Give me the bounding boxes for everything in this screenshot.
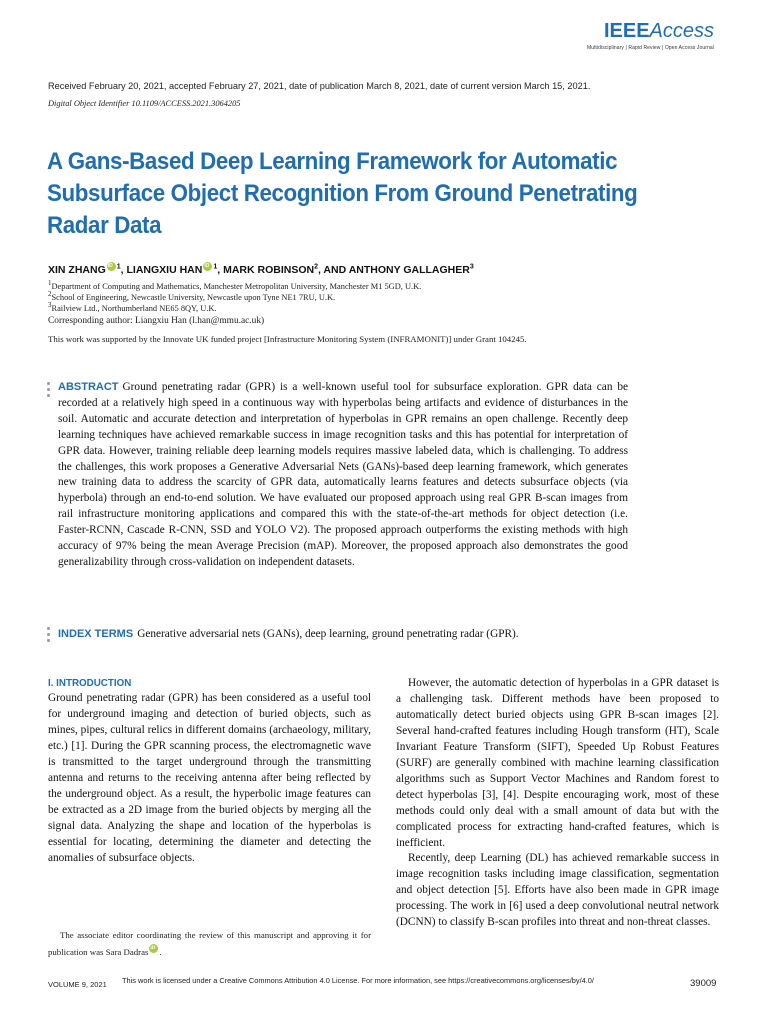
affiliation [48, 301, 217, 313]
paper-title: A Gans-Based Deep Learning Framework for Automatic Subsurface Object Recognition From Ground Penetrating Radar Data [47, 148, 638, 239]
logo-tagline: Multidisciplinary | Rapid Review | Open Access Journal [587, 45, 714, 51]
footer-page-number: 39009 [690, 978, 717, 989]
abstract [58, 380, 628, 571]
affil-text: Department of Computing and Mathematics, Manchester Metropolitan University, Manchester M1 5GD, U.K. [51, 281, 422, 291]
affil-text: Railview Ltd., Northumberland NE65 8QY, U.K. [51, 303, 217, 313]
section-marker [47, 627, 51, 645]
editor-note-text: The associate editor coordinating the review of this manuscript and approving it for publication was Sara Dadras [48, 930, 371, 957]
journal-logo [587, 20, 714, 51]
affil-sup: 1 [48, 279, 52, 287]
author-affil-sup: 1 [116, 263, 121, 271]
doi: Digital Object Identifier 10.1109/ACCESS.2021.3064205 [48, 99, 241, 108]
index-terms-text: Generative adversarial nets (GANs), deep learning, ground penetrating radar (GPR). [137, 628, 519, 640]
funding-note: This work was supported by the Innovate UK funded project [Infrastructure Monitoring System (INFRAMONIT)] under Grant 104245. [48, 334, 527, 344]
paragraph: Ground penetrating radar (GPR) has been considered as a useful tool for underground imaging and detection of buried objects, such as mines, pipes, cultural relics in different domains (archaeology, military, etc.) [1]. During the GPR scanning process, the electromagnetic wave is transmitted to the target underground through the transmitting antenna and returns to the receiving antenna after being reflected by the underground object. As a result, the hyperbolic image features can be extracted as a 2D image from the buried objects by merging all the signal data. Analyzing the shape and location of the hyperbolas is essential for locating, determining the diameter and detecting the anomalies of subsurface objects. [48, 692, 371, 864]
logo-brand-italic: Access [649, 20, 714, 42]
index-terms-label: INDEX TERMS [58, 628, 134, 640]
editor-note: The associate editor coordinating the review of this manuscript and approving it for publication was Sara DadrasiD . [48, 927, 371, 961]
author-list [48, 262, 474, 276]
orcid-icon[interactable] [149, 944, 158, 953]
author-affil-sup: 2 [314, 263, 318, 271]
corresponding-author: Corresponding author: Liangxiu Han (l.han@mmu.ac.uk) [48, 316, 265, 326]
column-right [396, 676, 719, 931]
abstract-label: ABSTRACT [58, 381, 119, 393]
author-affil-sup: 3 [469, 263, 474, 271]
affil-text: School of Engineering, Newcastle University, Newcastle upon Tyne NE1 7RU, U.K. [51, 292, 336, 302]
footer-volume: VOLUME 9, 2021 [48, 980, 107, 989]
author-name: , AND ANTHONY GALLAGHER [317, 264, 470, 276]
paragraph: However, the automatic detection of hyperbolas in a GPR dataset is a challenging task. Different methods have been proposed to automatically detect buried objects using GPR B-scan images [2]. Several hand-crafted features including Hough transform (HT), Scale Invariant Feature Transform (SIFT), Speeded Up Robust Features (SURF) are generally combined with machine learning classification algorithms such as Support Vector Machines and Random forest to detect hyperbolas [3], [4]. Despite encouraging work, most of these methods could only deal with a small amount of data but with the complicated process for extracting hand-crafted features, which is inefficient. [396, 677, 719, 849]
affil-sup: 3 [48, 301, 52, 309]
column-left [48, 677, 371, 866]
logo-brand-bold: IEEE [603, 20, 650, 42]
author-name: XIN ZHANG [48, 264, 106, 276]
section-marker [47, 382, 51, 400]
abstract-text: Ground penetrating radar (GPR) is a well-known useful tool for subsurface exploration. GPR data can be recorded at a relatively high speed in a continuous way with hyperbolas being artifacts and evidence of disturbances in the soil. Automatic and accurate detection and interpretation of hyperbolas in GPR remains an open challenge. Recently deep learning techniques have achieved remarkable success in image recognition tasks and this has potential for interpretation of GPR data. However, training reliable deep learning models requires massive labeled data, which is challenging. To address the challenges, this work proposes a Generative Adversarial Nets (GANs)-based deep learning framework, which generates new training data to address the scarcity of GPR data, automatically learns features and detects subsurface objects (via hyperbola) through an end-to-end solution. We have evaluated our proposed approach using real GPR B-scan images from rail infrastructure monitoring applications and compared this with the state-of-the-art methods for object detection (i.e. Faster-RCNN, Cascade R-CNN, SSD and YOLO V2). The proposed approach outperforms the existing methods with high accuracy of 97% being the mean Average Precision (mAP). Moreover, the proposed approach also demonstrates the good generalizability through cross-validation on independent datasets. [58, 381, 628, 568]
author-affil-sup: 1 [213, 263, 218, 271]
received-dates: Received February 20, 2021, accepted February 27, 2021, date of publication March 8, 2021, date of current version March 15, 2021. [48, 81, 591, 91]
index-terms [58, 626, 628, 642]
section-heading: I. INTRODUCTION [48, 678, 132, 689]
author-name: , MARK ROBINSON [217, 264, 315, 276]
paragraph: Recently, deep Learning (DL) has achieved remarkable success in image recognition tasks including image classification, segmentation and object detection [5]. Efforts have also been made in GPR image processing. The work in [6] used a deep convolutional neutral network (DCNN) to classify B-scan profiles into threat and non-threat classes. [396, 852, 719, 929]
author-name: , LIANGXIU HAN [120, 264, 203, 276]
footer-license: This work is licensed under a Creative Commons Attribution 4.0 License. For more information, see https://creativecommons.org/licenses/by/4.0/ [122, 976, 594, 985]
affil-sup: 2 [48, 290, 52, 298]
orcid-icon[interactable] [203, 262, 212, 271]
orcid-icon[interactable] [107, 262, 116, 271]
